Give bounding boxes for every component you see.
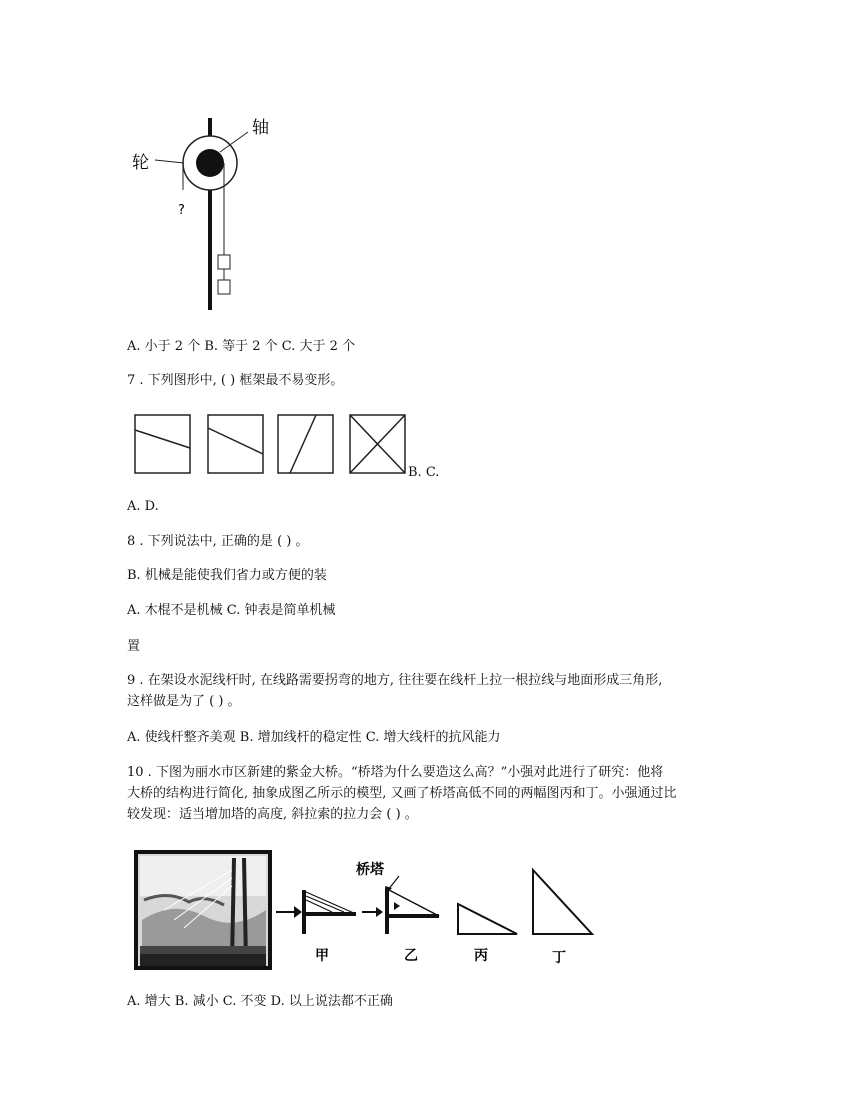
wheel-axle-figure <box>120 110 290 315</box>
arrow-2 <box>362 907 383 917</box>
triangle-ding <box>533 870 592 934</box>
bridge-figure <box>134 850 604 972</box>
label-jia: 甲 <box>315 948 329 964</box>
q7-stem: 7 . 下列图形中, ( ) 框架最不易变形。 <box>127 373 344 388</box>
label-bing: 丙 <box>474 948 488 964</box>
q8-options-ac: A. 木棍不是机械 C. 钟表是简单机械 <box>127 603 336 618</box>
q8-option-b-cont: 置 <box>127 639 141 654</box>
q9-stem-line2: 这样做是为了 ( ) 。 <box>127 694 241 709</box>
label-wheel: 轮 <box>132 153 149 173</box>
label-question: ? <box>178 203 185 218</box>
frame-d <box>350 415 405 473</box>
label-yi: 乙 <box>404 948 418 964</box>
frame-c <box>278 415 333 473</box>
label-axle: 轴 <box>252 118 269 138</box>
q10-stem-line3: 较发现：适当增加塔的高度, 斜拉索的拉力会 ( ) 。 <box>127 807 418 822</box>
label-bridge-tower: 桥塔 <box>356 862 384 878</box>
q7-options-tail: B. C. <box>408 465 440 480</box>
q10-stem-line2: 大桥的结构进行简化, 抽象成图乙所示的模型, 又画了桥塔高低不同的两幅图丙和丁。小强通过比 <box>127 786 677 801</box>
q9-stem-line1: 9 . 在架设水泥线杆时, 在线路需要拐弯的地方, 往往要在线杆上拉一根拉线与地面形成三角形, <box>127 673 663 688</box>
q7-options-head: A. D. <box>127 499 159 514</box>
q9-options: A. 使线杆整齐美观 B. 增加线杆的稳定性 C. 增大线杆的抗风能力 <box>127 730 501 745</box>
frame-b <box>208 415 263 473</box>
axle-circle <box>196 149 224 177</box>
model-jia <box>304 890 356 934</box>
q6-options: A. 小于 2 个 B. 等于 2 个 C. 大于 2 个 <box>127 339 356 354</box>
q10-options: A. 增大 B. 减小 C. 不变 D. 以上说法都不正确 <box>127 994 393 1009</box>
q8-stem: 8 . 下列说法中, 正确的是 ( ) 。 <box>127 534 309 549</box>
frame-a <box>135 415 190 473</box>
frames-figure <box>130 410 410 478</box>
weight-top <box>218 255 230 269</box>
label-ding: 丁 <box>552 950 566 966</box>
q8-option-b: B. 机械是能使我们省力或方便的装 <box>127 568 327 583</box>
triangle-bing <box>458 904 517 934</box>
bridge-photo <box>136 852 270 968</box>
q10-stem-line1: 10 . 下图为丽水市区新建的紫金大桥。“桥塔为什么要造这么高？”小强对此进行了研究：他将 <box>127 765 664 780</box>
arrow-1 <box>276 906 302 918</box>
weight-bottom <box>218 280 230 294</box>
model-yi <box>385 876 439 934</box>
wheel-pointer <box>155 160 184 163</box>
